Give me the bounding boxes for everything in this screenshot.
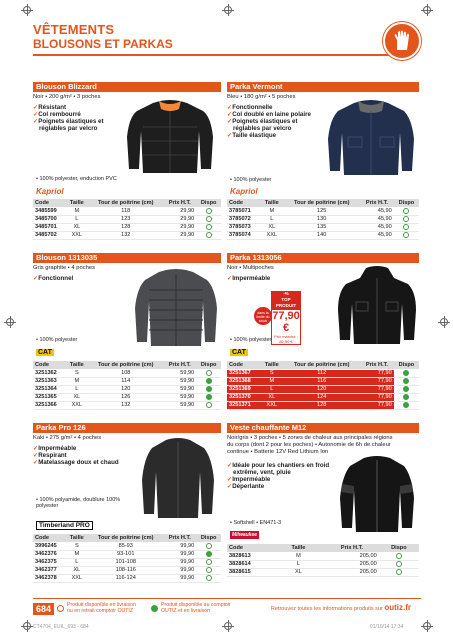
spec-table: [33, 534, 221, 583]
material-note: • 100% polyester: [230, 177, 272, 183]
material-note: • Softshell • EN471-3: [230, 520, 282, 526]
col-code: Code: [33, 534, 66, 542]
availability-dot: [206, 232, 212, 238]
cell-tour: 125: [283, 207, 360, 215]
cell-tour: 130: [283, 215, 360, 223]
cell-taille: L: [260, 215, 283, 223]
cell-tour: 101-108: [88, 558, 163, 566]
brand-logo-cat: CAT: [38, 349, 52, 356]
feature-item-cont: extrême, vent, pluie: [233, 469, 291, 476]
feature-item: ✓ Taille élastique: [227, 132, 419, 139]
product-description: Noir • Multipoches: [227, 265, 274, 271]
registration-mark: [423, 622, 431, 630]
cell-code: 3251364: [33, 385, 66, 393]
col-code: Code: [33, 199, 66, 207]
cell-code: 3251363: [33, 377, 66, 385]
cell-prix: 99,90: [163, 574, 196, 582]
table-row: [227, 369, 419, 377]
brand-logo-kapriol: Kapriol: [230, 187, 258, 196]
cell-taille: XL: [280, 568, 317, 576]
cell-tour: 108: [88, 369, 163, 377]
col-taille: Taille: [66, 199, 89, 207]
brand-logo-milwaukee: Milwaukee: [232, 532, 258, 538]
col-taille: Taille: [280, 544, 317, 552]
legend-text: ou en retrait comptoir OUTIZ: [67, 608, 134, 614]
cell-prix: 59,90: [163, 369, 196, 377]
feature-item: ✓ Imperméable: [227, 275, 419, 282]
cell-tour: 118: [88, 207, 163, 215]
col-prix: Prix H.T.: [360, 361, 394, 369]
availability-dot: [403, 378, 409, 384]
cell-taille: S: [66, 369, 89, 377]
cell-code: 3251366: [33, 401, 66, 409]
cell-tour: 108-116: [88, 566, 163, 574]
cell-taille: L: [66, 558, 89, 566]
product-title: Parka 1313056: [227, 253, 419, 263]
cell-code: 3485700: [33, 215, 66, 223]
cell-tour: 85-93: [88, 542, 163, 550]
availability-dot: [403, 402, 409, 408]
availability-dot: [206, 551, 212, 557]
page-number: 684: [33, 603, 54, 615]
availability-dot: [206, 575, 212, 581]
cell-prix: 77,90: [360, 393, 394, 401]
cell-tour: 132: [88, 401, 163, 409]
cell-prix: 205,00: [325, 560, 379, 568]
cell-taille: XL: [66, 223, 89, 231]
cell-taille: XL: [66, 393, 89, 401]
legend-dot-white: [57, 605, 64, 612]
feature-item: ✓ Col doublé en laine polaire: [227, 111, 419, 118]
cell-tour: 120: [88, 385, 163, 393]
cell-prix: 45,90: [360, 231, 394, 239]
table-row: [227, 231, 419, 239]
product-title: Blouson Blizzard: [33, 82, 221, 92]
feature-item: ✓ Imperméable: [227, 476, 419, 483]
availability-dot: [206, 378, 212, 384]
col-taille: Taille: [260, 199, 283, 207]
cell-taille: XL: [260, 393, 283, 401]
availability-dot: [206, 216, 212, 222]
promo-market-price: 82,50 €: [279, 339, 293, 344]
cell-prix: 59,90: [163, 401, 196, 409]
cell-tour: [317, 560, 325, 568]
cell-code: 3462375: [33, 558, 66, 566]
print-meta-left: CT4704_EUIL_693 - 684: [33, 624, 89, 630]
cell-tour: 128: [88, 223, 163, 231]
cell-taille: XL: [260, 223, 283, 231]
col-taille: Taille: [260, 361, 283, 369]
cell-taille: M: [66, 377, 89, 385]
cell-taille: M: [66, 207, 89, 215]
jacket-image-pro126: [138, 436, 218, 520]
cell-taille: XXL: [66, 574, 89, 582]
table-row: [33, 558, 221, 566]
cell-tour: 93-101: [88, 550, 163, 558]
feature-item-cont: réglables par velcro: [39, 125, 98, 132]
cell-prix: 45,90: [360, 223, 394, 231]
cell-code: 3251362: [33, 369, 66, 377]
cell-prix: 59,90: [163, 377, 196, 385]
description-line: du corps (dont 2 pour les poches) • Autonomie de 6h de chaleur: [227, 442, 391, 448]
table-row: [33, 542, 221, 550]
cell-code: 3785074: [227, 231, 260, 239]
cell-tour: 140: [283, 231, 360, 239]
cell-code: 3251371: [227, 401, 260, 409]
registration-mark: [224, 6, 232, 14]
col-prix: Prix H.T.: [360, 199, 394, 207]
availability-dot: [403, 224, 409, 230]
availability-dot: [206, 370, 212, 376]
cell-tour: [317, 568, 325, 576]
legend-dot-green: [151, 605, 158, 612]
table-row: [33, 566, 221, 574]
cell-prix: 77,90: [360, 369, 394, 377]
material-note: • 100% polyester: [230, 337, 272, 343]
availability-dot: [206, 559, 212, 565]
availability-dot: [396, 561, 402, 567]
registration-mark: [423, 6, 431, 14]
col-tour: Tour de poitrine (cm): [283, 199, 360, 207]
col-dispo: Dispo: [196, 199, 221, 207]
table-row: [33, 231, 221, 239]
availability-dot: [403, 394, 409, 400]
availability-dot: [206, 543, 212, 549]
cell-code: 3828614: [227, 560, 280, 568]
cell-code: 3485599: [33, 207, 66, 215]
cell-prix: 29,90: [163, 223, 196, 231]
product-description: [227, 435, 419, 456]
cell-code: 3828613: [227, 552, 280, 560]
availability-dot: [403, 208, 409, 214]
cell-prix: 29,90: [163, 207, 196, 215]
cell-code: 3785072: [227, 215, 260, 223]
stock-sticker: dans la limite du stock: [254, 307, 272, 325]
cell-tour: 112: [283, 369, 360, 377]
jacket-image-m12: [336, 454, 418, 534]
cell-prix: 99,90: [163, 542, 196, 550]
cell-prix: 59,90: [163, 385, 196, 393]
col-code: Code: [33, 361, 66, 369]
col-taille: Taille: [66, 534, 89, 542]
cell-taille: L: [66, 215, 89, 223]
cell-taille: M: [260, 377, 283, 385]
table-row: [33, 550, 221, 558]
col-dispo: Dispo: [379, 544, 419, 552]
cell-code: 3485701: [33, 223, 66, 231]
table-row: [227, 377, 419, 385]
legend-text: Produit disponible au comptoir: [161, 602, 231, 608]
feature-item-cont: réglables par velcro: [233, 125, 292, 132]
cell-code: 3251370: [227, 393, 260, 401]
cell-code: 3462377: [33, 566, 66, 574]
availability-dot: [396, 569, 402, 575]
table-row: [33, 401, 221, 409]
product-description: Gris graphite • 4 poches: [33, 265, 95, 271]
spec-table: [33, 361, 221, 410]
feature-item: ✓ Poignets élastiques et: [227, 118, 419, 125]
registration-mark: [23, 622, 31, 630]
website-url: outiz.fr: [384, 603, 411, 612]
cell-prix: 99,90: [163, 558, 196, 566]
product-title: Veste chauffante M12: [227, 423, 419, 433]
col-dispo: Dispo: [196, 361, 221, 369]
cell-prix: 99,90: [163, 550, 196, 558]
registration-mark: [440, 318, 448, 326]
availability-dot: [206, 402, 212, 408]
cell-code: 3828615: [227, 568, 280, 576]
page-header: [33, 20, 421, 64]
col-tour: Tour de poitrine (cm): [283, 361, 360, 369]
availability-dot: [206, 567, 212, 573]
cell-tour: 132: [88, 231, 163, 239]
cell-prix: 99,90: [163, 566, 196, 574]
cell-prix: 45,90: [360, 215, 394, 223]
table-row: [33, 207, 221, 215]
product-description: Noir • 200 g/m² • 3 poches: [33, 94, 101, 100]
table-row: [227, 552, 419, 560]
cell-taille: S: [66, 542, 89, 550]
registration-mark: [23, 6, 31, 14]
feature-item: ✓ Respirant: [33, 452, 221, 459]
cell-tour: 120: [283, 385, 360, 393]
availability-dot: [206, 394, 212, 400]
cell-tour: 123: [88, 215, 163, 223]
cell-taille: XXL: [66, 401, 89, 409]
cell-tour: 116-124: [88, 574, 163, 582]
cell-taille: XXL: [260, 401, 283, 409]
cell-prix: 77,90: [360, 385, 394, 393]
cell-taille: XXL: [260, 231, 283, 239]
cell-taille: M: [260, 207, 283, 215]
table-row: [227, 215, 419, 223]
col-taille: Taille: [66, 361, 89, 369]
promo-price-tag: [271, 291, 301, 344]
col-tour: Tour de poitrine (cm): [88, 361, 163, 369]
legend-counter: [151, 602, 231, 614]
product-title: Parka Pro 126: [33, 423, 221, 433]
feature-item: ✓ Imperméable: [33, 445, 221, 452]
page-footer: [33, 598, 421, 614]
cell-taille: M: [66, 550, 89, 558]
cell-tour: 135: [283, 223, 360, 231]
legend-text: OUTIZ et en livraison: [161, 608, 211, 614]
cell-taille: XL: [66, 566, 89, 574]
header-divider: [33, 54, 409, 56]
col-dispo: Dispo: [394, 361, 419, 369]
spec-table: [227, 544, 419, 577]
material-note: • 100% polyamide, doublure 100% polyester: [36, 497, 121, 509]
feature-item: ✓ Col rembourré: [33, 111, 221, 118]
table-row: [227, 223, 419, 231]
feature-item: ✓ Déperlante: [227, 483, 419, 490]
cell-prix: 59,90: [163, 393, 196, 401]
cell-taille: S: [260, 369, 283, 377]
col-dispo: Dispo: [196, 534, 221, 542]
col-prix: Prix H.T.: [163, 534, 196, 542]
legend-text: Produit disponible en livraison: [67, 602, 136, 608]
table-row: [33, 393, 221, 401]
table-row: [33, 223, 221, 231]
col-prix: Prix H.T.: [325, 544, 379, 552]
description-line: continue • Batterie 12V Red Lithium Ion: [227, 449, 329, 455]
brand-logo-kapriol: Kapriol: [36, 187, 64, 196]
availability-dot: [403, 232, 409, 238]
cell-code: 3996245: [33, 542, 66, 550]
cell-taille: L: [260, 385, 283, 393]
spec-table: [33, 199, 221, 240]
legend-delivery: [57, 602, 136, 614]
table-row: [227, 385, 419, 393]
cell-tour: 126: [88, 393, 163, 401]
cell-prix: 205,00: [325, 552, 379, 560]
cell-code: 3251368: [227, 377, 260, 385]
cell-code: 3251365: [33, 393, 66, 401]
cell-prix: 77,90: [360, 401, 394, 409]
availability-dot: [206, 224, 212, 230]
material-note: • 100% polyester, enduction PVC: [36, 176, 117, 182]
cell-taille: L: [280, 560, 317, 568]
cell-tour: 128: [283, 401, 360, 409]
col-code: Code: [227, 361, 260, 369]
cell-prix: 205,00: [325, 568, 379, 576]
cell-prix: 29,90: [163, 215, 196, 223]
table-row: [227, 393, 419, 401]
feature-item: ✓ Idéale pour les chantiers en froid: [227, 462, 419, 469]
cell-code: 3462376: [33, 550, 66, 558]
table-row: [33, 369, 221, 377]
product-title: Parka Vermont: [227, 82, 419, 92]
cell-tour: 114: [88, 377, 163, 385]
cell-taille: XXL: [66, 231, 89, 239]
website-prefix: Retrouvez toutes les informations produits sur: [270, 606, 383, 612]
jacket-image-1313035: [133, 266, 219, 348]
description-line: Noir/gris • 3 poches • 5 zones de chaleur aux principales régions: [227, 435, 393, 441]
promo-label: TOP PRODUIT: [271, 297, 301, 309]
table-row: [33, 574, 221, 582]
cell-code: 3785073: [227, 223, 260, 231]
cell-taille: L: [66, 385, 89, 393]
col-prix: Prix H.T.: [163, 361, 196, 369]
availability-dot: [403, 386, 409, 392]
col-dispo: Dispo: [394, 199, 419, 207]
table-row: [33, 377, 221, 385]
registration-mark: [224, 622, 232, 630]
jacket-image-vermont: [324, 97, 418, 177]
page-title: VÊTEMENTS: [33, 22, 115, 37]
jacket-image-1313056: [336, 266, 418, 346]
material-note: • 100% polyester: [36, 337, 78, 343]
brand-logo-cat: CAT: [232, 349, 246, 356]
availability-dot: [396, 553, 402, 559]
feature-item: ✓ Fonctionnelle: [227, 104, 419, 111]
cell-taille: M: [280, 552, 317, 560]
col-tour: Tour de poitrine (cm): [88, 534, 163, 542]
product-description: Kaki • 275 g/m² • 4 poches: [33, 435, 102, 441]
spec-table: [227, 199, 419, 240]
availability-dot: [403, 216, 409, 222]
availability-dot: [206, 208, 212, 214]
cell-code: 3462378: [33, 574, 66, 582]
cell-code: 3251369: [227, 385, 260, 393]
feature-item: ✓ Fonctionnel: [33, 275, 221, 282]
table-row: [33, 215, 221, 223]
cell-code: 3485702: [33, 231, 66, 239]
feature-item: ✓ Poignets élastiques et: [33, 118, 221, 125]
cell-tour: 116: [283, 377, 360, 385]
page-subtitle: BLOUSONS ET PARKAS: [33, 37, 173, 51]
col-code: Code: [227, 199, 260, 207]
col-tour: Tour de poitrine (cm): [88, 199, 163, 207]
table-row: [227, 401, 419, 409]
availability-dot: [206, 386, 212, 392]
product-title: Blouson 1313035: [33, 253, 221, 263]
table-row: [227, 560, 419, 568]
promo-price: 77,90 €: [272, 310, 300, 334]
brand-logo-timberland: Timberland PRO: [36, 521, 93, 530]
print-meta-right: 01/10/14 17:34: [370, 624, 404, 630]
col-code: Code: [227, 544, 280, 552]
feature-item: ✓ Matelassage doux et chaud: [33, 459, 221, 466]
table-row: [227, 568, 419, 576]
promo-discount: -%: [271, 291, 301, 297]
cell-prix: 45,90: [360, 207, 394, 215]
cell-tour: 124: [283, 393, 360, 401]
registration-mark: [6, 318, 14, 326]
cell-code: 3785071: [227, 207, 260, 215]
jacket-image-blizzard: [123, 97, 217, 175]
glove-icon: [383, 22, 421, 60]
table-row: [33, 385, 221, 393]
table-row: [227, 207, 419, 215]
col-prix: Prix H.T.: [163, 199, 196, 207]
cell-tour: [317, 552, 325, 560]
availability-dot: [403, 370, 409, 376]
cell-prix: 77,90: [360, 377, 394, 385]
website-link[interactable]: [271, 603, 411, 612]
spec-table: [227, 361, 419, 410]
product-description: Bleu • 180 g/m² • 5 poches: [227, 94, 296, 100]
cell-prix: 29,90: [163, 231, 196, 239]
cell-code: 3251367: [227, 369, 260, 377]
promo-market-label: Prix marché :: [274, 334, 298, 339]
feature-item: ✓ Résistant: [33, 104, 221, 111]
col-tour: [317, 544, 325, 552]
